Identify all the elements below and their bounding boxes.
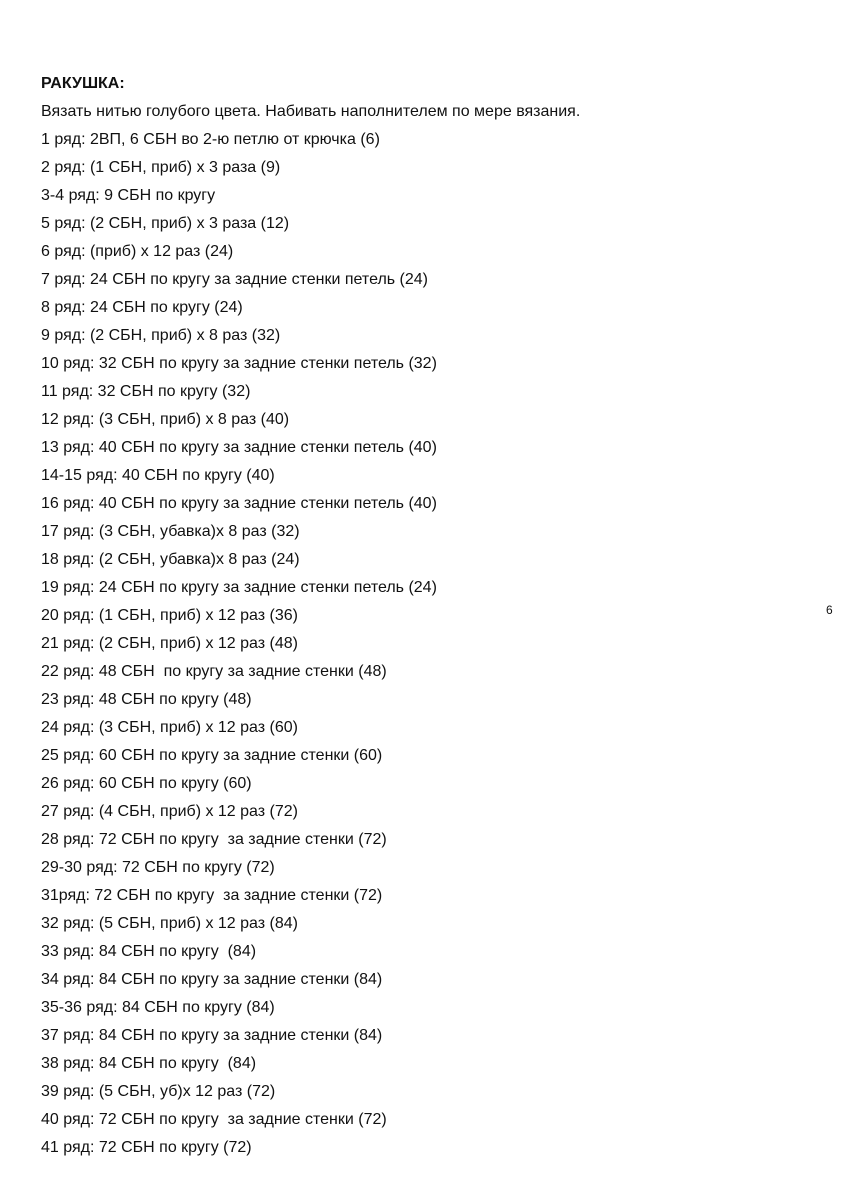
pattern-row: 18 ряд: (2 СБН, убавка)х 8 раз (24) — [41, 551, 300, 568]
pattern-row: 34 ряд: 84 СБН по кругу за задние стенки (84) — [41, 971, 383, 988]
pattern-row: 21 ряд: (2 СБН, приб) х 12 раз (48) — [41, 635, 298, 652]
pattern-row: 33 ряд: 84 СБН по кругу (84) — [41, 943, 257, 960]
pattern-row: 29-30 ряд: 72 СБН по кругу (72) — [41, 859, 275, 876]
pattern-row: 10 ряд: 32 СБН по кругу за задние стенки петель (32) — [41, 355, 437, 372]
pattern-row: 26 ряд: 60 СБН по кругу (60) — [41, 775, 252, 792]
pattern-row: 39 ряд: (5 СБН, уб)х 12 раз (72) — [41, 1083, 276, 1100]
pattern-row: 37 ряд: 84 СБН по кругу за задние стенки (84) — [41, 1027, 383, 1044]
pattern-intro: Вязать нитью голубого цвета. Набивать наполнителем по мере вязания. — [41, 103, 581, 120]
pattern-row: 7 ряд: 24 СБН по кругу за задние стенки петель (24) — [41, 271, 429, 288]
pattern-row: 1 ряд: 2ВП, 6 СБН во 2-ю петлю от крючка (6) — [41, 131, 380, 148]
page-number: 6 — [826, 603, 833, 617]
pattern-row: 41 ряд: 72 СБН по кругу (72) — [41, 1139, 252, 1156]
pattern-row: 2 ряд: (1 СБН, приб) х 3 раза (9) — [41, 159, 281, 176]
pattern-row: 9 ряд: (2 СБН, приб) х 8 раз (32) — [41, 327, 281, 344]
pattern-row: 35-36 ряд: 84 СБН по кругу (84) — [41, 999, 275, 1016]
pattern-title: РАКУШКА: — [41, 75, 125, 92]
pattern-row: 40 ряд: 72 СБН по кругу за задние стенки (72) — [41, 1111, 387, 1128]
pattern-row: 20 ряд: (1 СБН, приб) х 12 раз (36) — [41, 607, 298, 624]
pattern-row: 19 ряд: 24 СБН по кругу за задние стенки петель (24) — [41, 579, 437, 596]
pattern-row: 8 ряд: 24 СБН по кругу (24) — [41, 299, 243, 316]
pattern-content — [41, 70, 801, 1162]
pattern-row: 28 ряд: 72 СБН по кругу за задние стенки (72) — [41, 831, 387, 848]
pattern-row: 38 ряд: 84 СБН по кругу (84) — [41, 1055, 257, 1072]
pattern-row: 22 ряд: 48 СБН по кругу за задние стенки (48) — [41, 663, 387, 680]
pattern-row: 11 ряд: 32 СБН по кругу (32) — [41, 383, 251, 400]
pattern-row: 24 ряд: (3 СБН, приб) х 12 раз (60) — [41, 719, 298, 736]
pattern-row: 25 ряд: 60 СБН по кругу за задние стенки (60) — [41, 747, 383, 764]
pattern-row: 27 ряд: (4 СБН, приб) х 12 раз (72) — [41, 803, 298, 820]
pattern-row: 31ряд: 72 СБН по кругу за задние стенки (72) — [41, 887, 383, 904]
pattern-row: 5 ряд: (2 СБН, приб) х 3 раза (12) — [41, 215, 290, 232]
pattern-rows — [41, 126, 801, 1162]
pattern-row: 17 ряд: (3 СБН, убавка)х 8 раз (32) — [41, 523, 300, 540]
pattern-row: 14-15 ряд: 40 СБН по кругу (40) — [41, 467, 275, 484]
pattern-row: 32 ряд: (5 СБН, приб) х 12 раз (84) — [41, 915, 298, 932]
pattern-row: 13 ряд: 40 СБН по кругу за задние стенки петель (40) — [41, 439, 437, 456]
pattern-row: 12 ряд: (3 СБН, приб) х 8 раз (40) — [41, 411, 290, 428]
pattern-row: 6 ряд: (приб) х 12 раз (24) — [41, 243, 234, 260]
pattern-row: 16 ряд: 40 СБН по кругу за задние стенки петель (40) — [41, 495, 437, 512]
pattern-row: 23 ряд: 48 СБН по кругу (48) — [41, 691, 252, 708]
pattern-row: 3-4 ряд: 9 СБН по кругу — [41, 187, 216, 204]
